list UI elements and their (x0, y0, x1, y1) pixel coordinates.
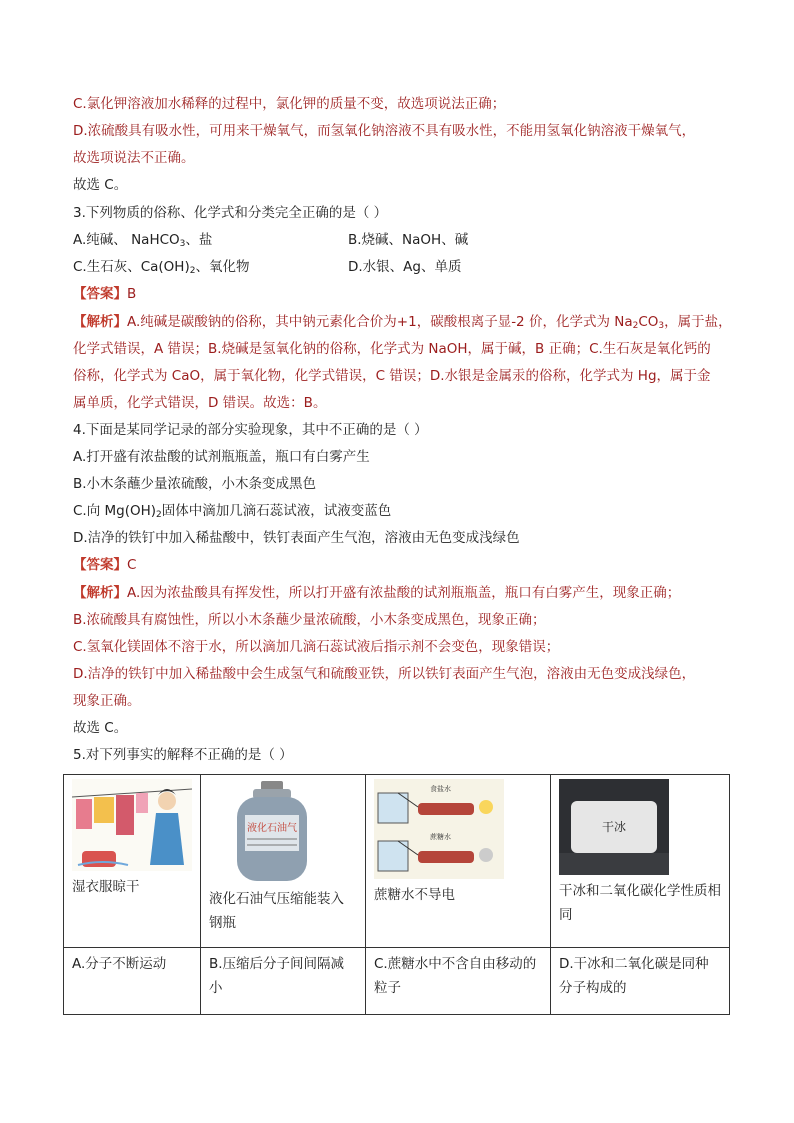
q3-analysis-2: 化学式错误，A 错误；B.烧碱是氢氧化钠的俗称，化学式为 NaOH，属于碱，B 正确；C.生石灰是氧化钙的 (73, 341, 711, 357)
q5-stem: 5.对下列事实的解释不正确的是（ ） (73, 747, 293, 763)
q3-answer: 【答案】B (73, 286, 137, 302)
fact-sugar: 蔗糖水不导电 (374, 887, 455, 903)
explanation-c: C.蔗糖水中不含自由移动的粒子 (366, 948, 551, 1015)
fact-cell-sugar (366, 775, 551, 948)
q5-facts-table (63, 774, 730, 1015)
explanation-a: A.分子不断运动 (64, 948, 201, 1015)
explanation-d: D.干冰和二氧化碳是同种分子构成的 (551, 948, 730, 1015)
q3-option-b: B.烧碱、NaOH、碱 (348, 232, 469, 248)
fact-cell-laundry (64, 775, 201, 948)
conductivity-experiment-illustration (374, 779, 504, 879)
dry-ice-illustration (559, 779, 669, 875)
fact-dry-ice: 干冰和二氧化碳化学性质相同 (559, 883, 721, 923)
q4-stem: 4.下面是某同学记录的部分实验现象，其中不正确的是（ ） (73, 422, 428, 438)
q3-stem: 3.下列物质的俗称、化学式和分类完全正确的是（ ） (73, 205, 388, 221)
q4-conclusion: 故选 C。 (73, 720, 128, 736)
fact-laundry: 湿衣服晾干 (72, 879, 140, 895)
q3-option-c: C.生石灰、$Ca(OH)_2$、氧化物 (73, 259, 250, 276)
table-row (64, 775, 730, 948)
brine-label: 食盐水 (430, 785, 451, 793)
gas-cylinder-illustration (209, 779, 339, 883)
q3-analysis-1: 【解析】A.纯碱是碳酸钠的俗称，其中钠元素化合价为+1，碳酸根离子显-2 价，化学式为 $Na_2CO_3$，属于盐， (73, 314, 732, 331)
sugar-water-label: 蔗糖水 (430, 833, 451, 841)
prev-analysis-d: D.浓硫酸具有吸水性，可用来干燥氧气，而氢氧化钠溶液不具有吸水性，不能用氢氧化钠溶液干燥氧气， (73, 123, 696, 139)
laundry-drying-illustration (72, 779, 192, 871)
q4-option-c: C.向 $Mg(OH)_2$固体中滴加几滴石蕊试液，试液变蓝色 (73, 503, 392, 520)
q4-analysis-3: C.氢氧化镁固体不溶于水，所以滴加几滴石蕊试液后指示剂不会变色，现象错误； (73, 639, 560, 655)
q3-analysis-3: 俗称，化学式为 CaO，属于氧化物，化学式错误，C 错误；D.水银是金属汞的俗称，化学式为 Hg，属于金 (73, 368, 711, 384)
prev-conclusion: 故选 C。 (73, 177, 128, 193)
q4-answer: 【答案】C (73, 557, 137, 573)
q3-analysis-4: 属单质，化学式错误，D 错误。故选：B。 (73, 395, 327, 411)
prev-analysis-d-cont: 故选项说法不正确。 (73, 150, 195, 166)
tank-label: 液化石油气 (247, 823, 297, 834)
table-row (64, 948, 730, 1015)
q4-option-a: A.打开盛有浓盐酸的试剂瓶瓶盖，瓶口有白雾产生 (73, 449, 370, 465)
prev-analysis-c: C.氯化钾溶液加水稀释的过程中，氯化钾的质量不变，故选项说法正确； (73, 96, 506, 112)
fact-gas: 液化石油气压缩能装入钢瓶 (209, 891, 344, 931)
q4-analysis-5: 现象正确。 (73, 693, 141, 709)
fact-cell-dry-ice (551, 775, 730, 948)
q4-option-b: B.小木条蘸少量浓硫酸，小木条变成黑色 (73, 476, 317, 492)
q3-option-a: A.纯碱、 NaHCO$_3$、盐 (73, 232, 213, 249)
fact-cell-gas (201, 775, 366, 948)
q4-analysis-2: B.浓硫酸具有腐蚀性，所以小木条蘸少量浓硫酸，小木条变成黑色，现象正确； (73, 612, 546, 628)
q4-analysis-4: D.洁净的铁钉中加入稀盐酸中会生成氢气和硫酸亚铁，所以铁钉表面产生气泡，溶液由无色变成浅绿色， (73, 666, 696, 682)
q3-option-d: D.水银、Ag、单质 (348, 259, 462, 275)
dry-ice-label: 干冰 (601, 820, 627, 834)
explanation-b: B.压缩后分子间间隔减小 (201, 948, 366, 1015)
q4-option-d: D.洁净的铁钉中加入稀盐酸中，铁钉表面产生气泡，溶液由无色变成浅绿色 (73, 530, 520, 546)
q4-analysis-1: 【解析】A.因为浓盐酸具有挥发性，所以打开盛有浓盐酸的试剂瓶瓶盖，瓶口有白雾产生，现象正确； (73, 585, 681, 601)
